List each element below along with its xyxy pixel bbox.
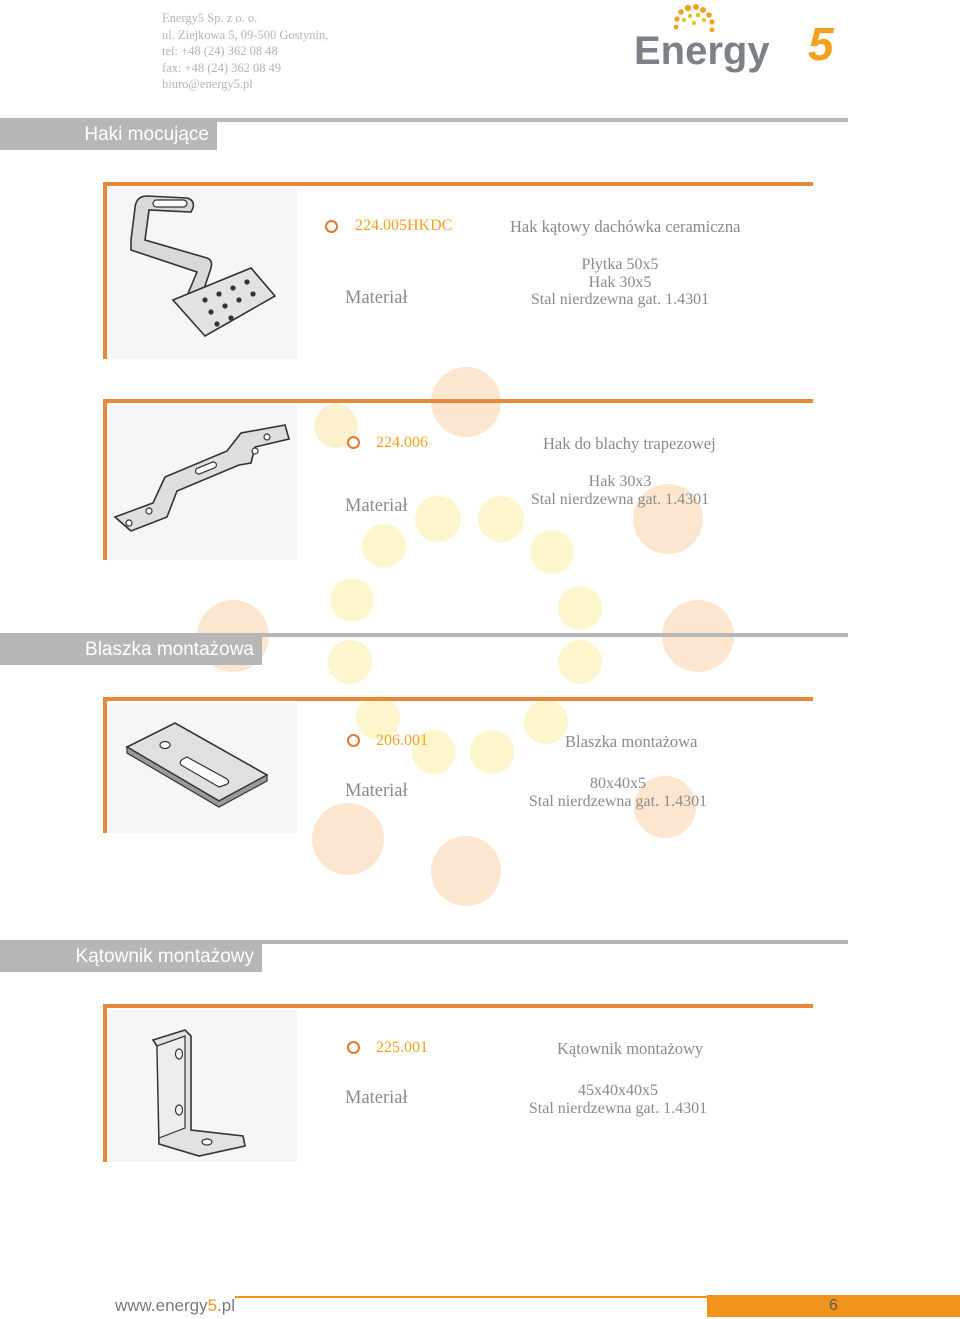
card-top-border bbox=[103, 399, 813, 403]
company-tel: tel: +48 (24) 362 08 48 bbox=[162, 44, 278, 58]
material-label: Materiał bbox=[345, 781, 408, 801]
company-address: ul. Ziejkowa 5, 09-500 Gostynin, bbox=[162, 27, 329, 42]
bullet-circle-icon bbox=[347, 1041, 360, 1054]
footer-url-suffix: .pl bbox=[217, 1296, 236, 1315]
material-specs bbox=[501, 775, 735, 810]
card-top-border bbox=[103, 1004, 813, 1008]
company-info bbox=[162, 10, 328, 93]
spec-line: Stal nierdzewna gat. 1.4301 bbox=[530, 490, 710, 508]
company-email: biuro@energy5.pl bbox=[162, 77, 253, 91]
card-left-border bbox=[103, 1004, 107, 1162]
company-name: Energy5 Sp. z o. o. bbox=[162, 11, 258, 25]
spec-line: Hak 30x5 bbox=[588, 273, 652, 291]
bullet-circle-icon bbox=[347, 734, 360, 747]
product-name: Hak do blachy trapezowej bbox=[543, 434, 716, 453]
section-title-blaszka: Blaszka montażowa bbox=[0, 635, 262, 665]
logo-digit: 5 bbox=[808, 18, 834, 70]
product-name: Kątownik montażowy bbox=[557, 1039, 704, 1058]
footer-url-prefix: www.energy bbox=[115, 1296, 208, 1315]
company-fax: fax: +48 (24) 362 08 49 bbox=[162, 60, 282, 75]
product-card bbox=[103, 399, 813, 560]
logo-wordmark: Energy bbox=[634, 29, 770, 73]
spec-line: Stal nierdzewna gat. 1.4301 bbox=[530, 291, 710, 308]
material-label: Materiał bbox=[345, 496, 408, 516]
spec-line: Stal nierdzewna gat. 1.4301 bbox=[528, 1099, 708, 1117]
product-card bbox=[103, 1004, 813, 1162]
spec-line: 80x40x5 bbox=[590, 775, 646, 792]
product-image-plate bbox=[109, 703, 297, 833]
material-specs bbox=[503, 473, 737, 508]
section-title-katownik: Kątownik montażowy bbox=[0, 942, 262, 972]
energy5-logo bbox=[632, 2, 852, 74]
product-code: 206.001 bbox=[376, 732, 428, 749]
product-code: 225.001 bbox=[376, 1039, 428, 1056]
logo-sun-icon bbox=[632, 2, 852, 74]
product-card bbox=[103, 697, 813, 833]
product-code: 224.006 bbox=[376, 434, 428, 451]
material-label: Materiał bbox=[345, 288, 408, 308]
bullet-circle-icon bbox=[325, 220, 338, 233]
card-left-border bbox=[103, 697, 107, 833]
product-code: 224.005HKDC bbox=[355, 217, 453, 234]
material-specs bbox=[501, 1082, 735, 1117]
footer-url-accent: 5 bbox=[207, 1296, 218, 1315]
material-specs bbox=[503, 256, 737, 309]
card-top-border bbox=[103, 697, 813, 701]
product-image-angle-bracket bbox=[109, 1010, 297, 1162]
card-left-border bbox=[103, 399, 107, 560]
card-left-border bbox=[103, 182, 107, 359]
bullet-circle-icon bbox=[347, 436, 360, 449]
spec-line: Hak 30x3 bbox=[588, 473, 652, 490]
spec-line: 45x40x40x5 bbox=[578, 1082, 658, 1099]
product-card bbox=[103, 182, 813, 359]
product-image-trapezoid-hook bbox=[109, 405, 297, 560]
card-top-border bbox=[103, 182, 813, 186]
footer-rule bbox=[235, 1296, 707, 1298]
footer-website-link[interactable] bbox=[115, 1296, 235, 1316]
section-title-haki: Haki mocujące bbox=[0, 120, 217, 150]
product-name: Blaszka montażowa bbox=[565, 732, 698, 751]
spec-line: Stal nierdzewna gat. 1.4301 bbox=[528, 792, 708, 810]
product-name: Hak kątowy dachówka ceramiczna bbox=[510, 217, 741, 236]
product-image-hook-tile bbox=[109, 188, 297, 359]
material-label: Materiał bbox=[345, 1088, 408, 1108]
spec-line: Płytka 50x5 bbox=[581, 256, 659, 273]
page-number: 6 bbox=[707, 1295, 960, 1317]
